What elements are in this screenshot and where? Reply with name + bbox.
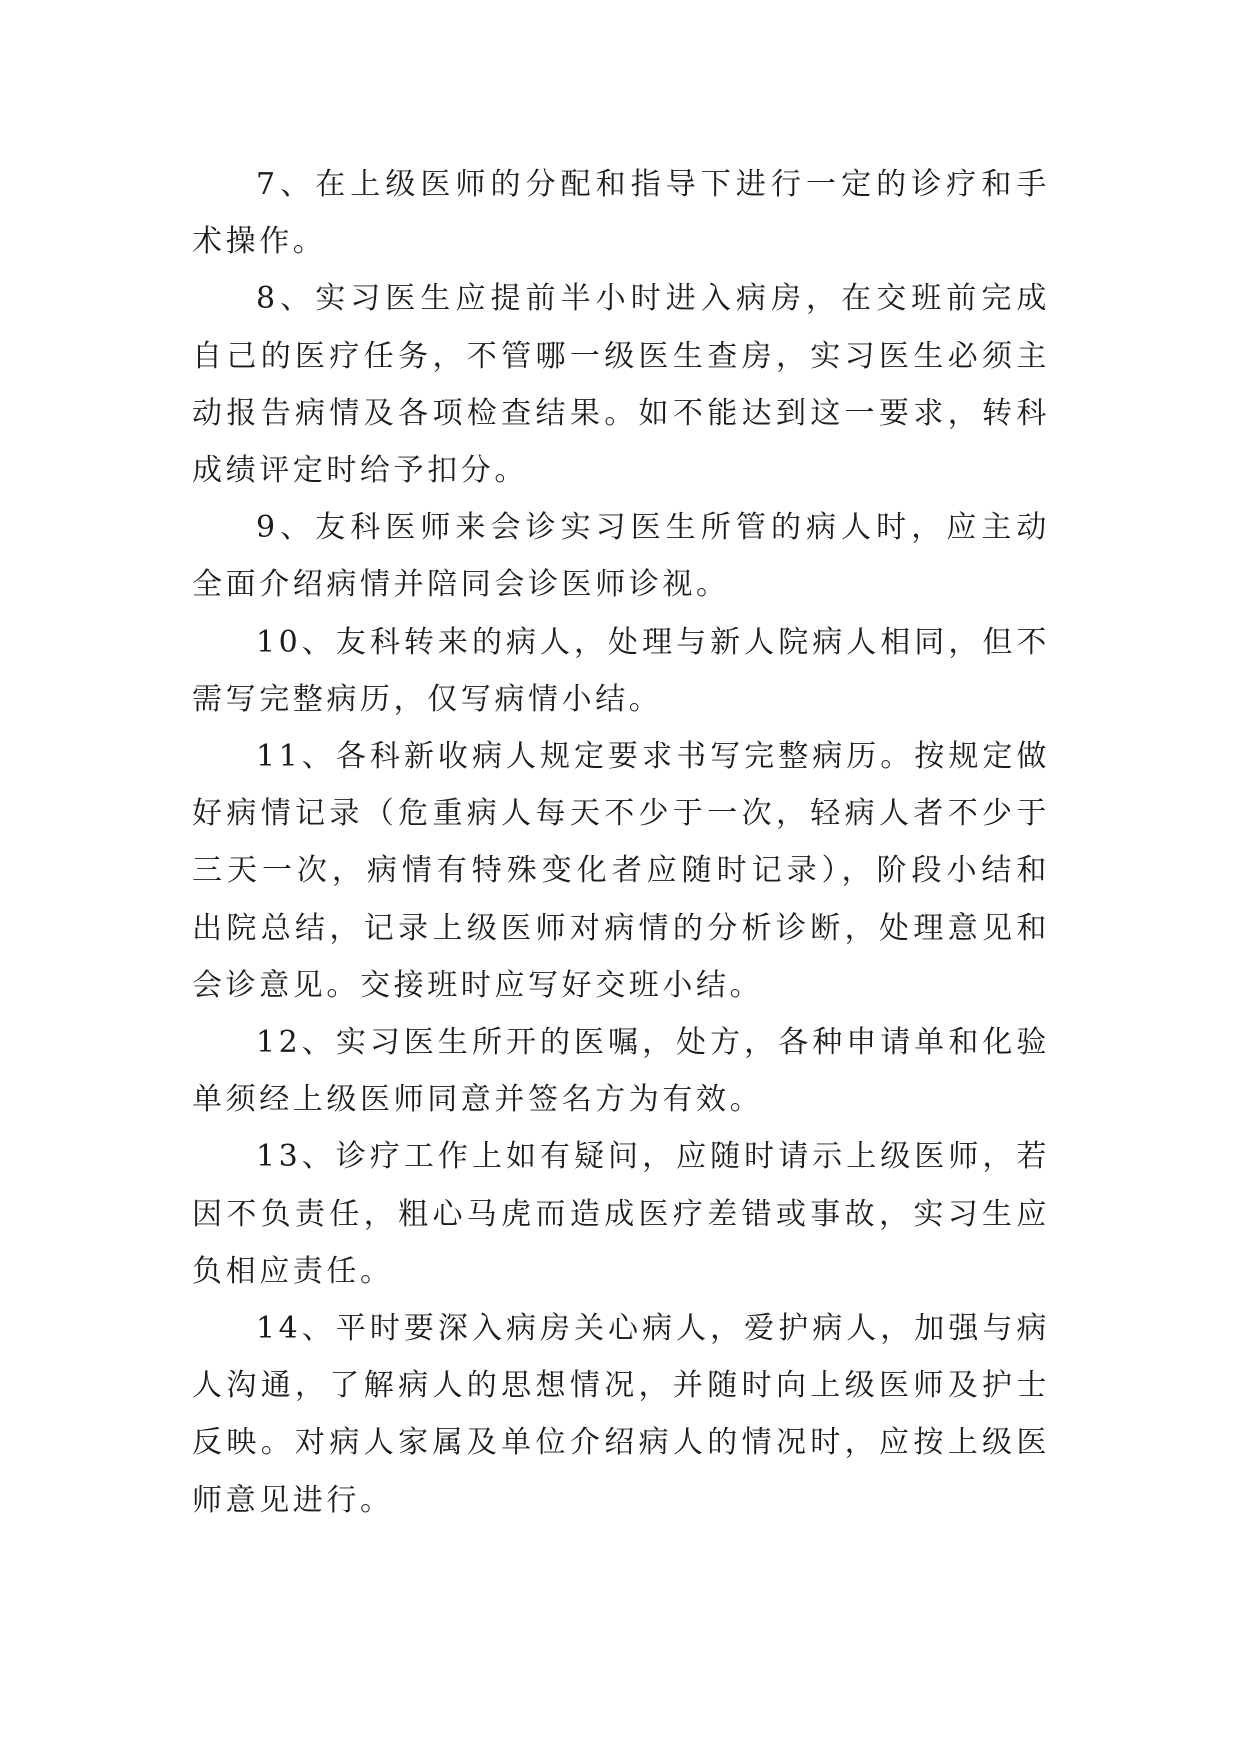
paragraph-rule-10: 10、友科转来的病人，处理与新人院病人相同，但不需写完整病历，仅写病情小结。 [192, 624, 1050, 717]
paragraph-rule-14: 14、平时要深入病房关心病人，爱护病人，加强与病人沟通，了解病人的思想情况，并随时向上级医师及护士反映。对病人家属及单位介绍病人的情况时，应按上级医师意见进行。 [192, 1311, 1050, 1518]
document-body [192, 156, 1050, 1529]
paragraph-rule-13: 13、诊疗工作上如有疑问，应随时请示上级医师，若因不负责任，粗心马虎而造成医疗差错或事故，实习生应负相应责任。 [192, 1139, 1050, 1289]
paragraph-rule-11: 11、各科新收病人规定要求书写完整病历。按规定做好病情记录（危重病人每天不少于一次，轻病人者不少于三天一次，病情有特殊变化者应随时记录），阶段小结和出院总结，记录上级医师对病情的分析诊断，处理意见和会诊意见。交接班时应写好交班小结。 [192, 739, 1050, 1003]
paragraph-rule-12: 12、实习医生所开的医嘱，处方，各种申请单和化验单须经上级医师同意并签名方为有效。 [192, 1025, 1050, 1118]
paragraph-rule-8: 8、实习医生应提前半小时进入病房，在交班前完成自己的医疗任务，不管哪一级医生查房，实习医生必须主动报告病情及各项检查结果。如不能达到这一要求，转科成绩评定时给予扣分。 [192, 281, 1050, 489]
paragraph-rule-9: 9、友科医师来会诊实习医生所管的病人时，应主动全面介绍病情并陪同会诊医师诊视。 [192, 510, 1050, 603]
paragraph-rule-7: 7、在上级医师的分配和指导下进行一定的诊疗和手术操作。 [192, 167, 1050, 260]
